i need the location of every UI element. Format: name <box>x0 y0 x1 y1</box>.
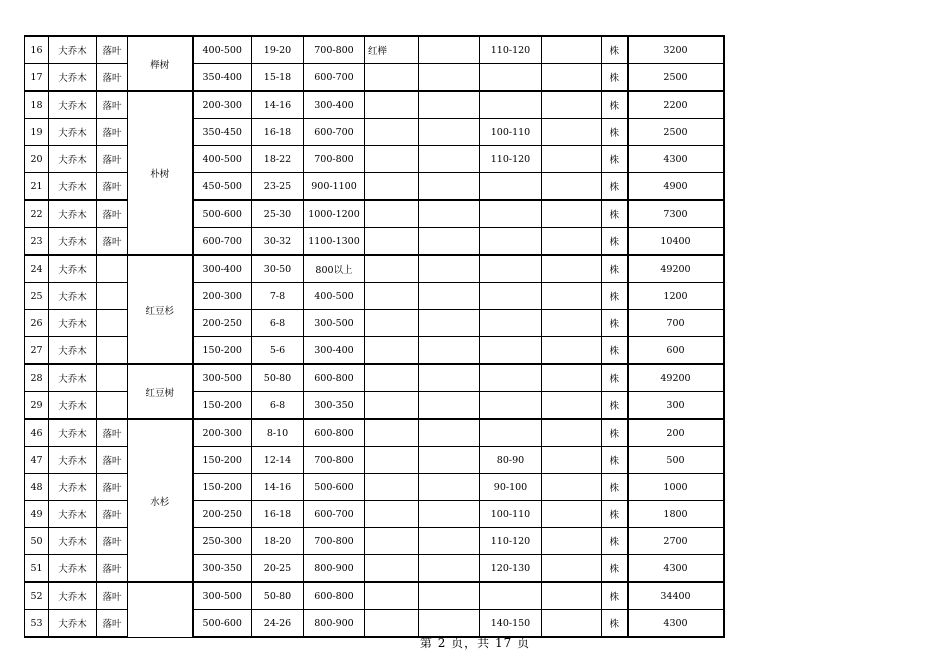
row-number-cell: 48 <box>25 474 49 501</box>
table-row <box>25 364 724 392</box>
unit-cell: 株 <box>602 337 628 365</box>
category-cell: 大乔木 <box>49 255 97 283</box>
row-number-cell: 16 <box>25 36 49 64</box>
price-cell: 300 <box>628 392 724 420</box>
category-cell: 大乔木 <box>49 146 97 173</box>
height-cell: 300-500 <box>193 364 252 392</box>
spec-cell <box>419 474 480 501</box>
table-row <box>25 255 724 283</box>
row-number-cell: 17 <box>25 64 49 92</box>
category-cell: 大乔木 <box>49 364 97 392</box>
row-number-cell: 24 <box>25 255 49 283</box>
spec-cell <box>542 255 602 283</box>
unit-cell: 株 <box>602 501 628 528</box>
price-cell: 4300 <box>628 610 724 638</box>
price-cell: 2500 <box>628 64 724 92</box>
leaf-type-cell: 落叶 <box>97 447 128 474</box>
dbh-cell: 14-16 <box>252 91 304 119</box>
spec-cell <box>419 555 480 583</box>
leaf-type-cell: 落叶 <box>97 173 128 201</box>
spec-cell <box>419 364 480 392</box>
dbh-cell: 20-25 <box>252 555 304 583</box>
note-cell <box>365 91 419 119</box>
dbh-cell: 12-14 <box>252 447 304 474</box>
height-cell: 500-600 <box>193 610 252 638</box>
leaf-type-cell: 落叶 <box>97 200 128 228</box>
crown-cell: 600-800 <box>304 364 365 392</box>
height-cell: 350-450 <box>193 119 252 146</box>
dbh-cell: 18-22 <box>252 146 304 173</box>
row-number-cell: 49 <box>25 501 49 528</box>
row-number-cell: 47 <box>25 447 49 474</box>
spec-cell <box>542 173 602 201</box>
unit-cell: 株 <box>602 255 628 283</box>
row-number-cell: 23 <box>25 228 49 256</box>
row-number-cell: 25 <box>25 283 49 310</box>
crown-cell: 700-800 <box>304 36 365 64</box>
price-cell: 2500 <box>628 119 724 146</box>
price-cell: 1200 <box>628 283 724 310</box>
price-cell: 3200 <box>628 36 724 64</box>
spec-cell <box>419 146 480 173</box>
dbh-cell: 50-80 <box>252 364 304 392</box>
dbh-cell: 50-80 <box>252 582 304 610</box>
dbh-cell: 18-20 <box>252 528 304 555</box>
spec-range-cell: 140-150 <box>480 610 542 638</box>
crown-cell: 600-800 <box>304 582 365 610</box>
spec-range-cell: 100-110 <box>480 119 542 146</box>
unit-cell: 株 <box>602 283 628 310</box>
spec-cell <box>542 392 602 420</box>
spec-range-cell: 120-130 <box>480 555 542 583</box>
height-cell: 300-350 <box>193 555 252 583</box>
crown-cell: 700-800 <box>304 528 365 555</box>
height-cell: 400-500 <box>193 36 252 64</box>
category-cell: 大乔木 <box>49 447 97 474</box>
height-cell: 150-200 <box>193 447 252 474</box>
category-cell: 大乔木 <box>49 310 97 337</box>
spec-cell <box>419 173 480 201</box>
crown-cell: 500-600 <box>304 474 365 501</box>
unit-cell: 株 <box>602 555 628 583</box>
spec-range-cell <box>480 337 542 365</box>
leaf-type-cell: 落叶 <box>97 555 128 583</box>
dbh-cell: 30-32 <box>252 228 304 256</box>
price-cell: 4900 <box>628 173 724 201</box>
spec-range-cell: 90-100 <box>480 474 542 501</box>
height-cell: 600-700 <box>193 228 252 256</box>
price-cell: 2200 <box>628 91 724 119</box>
category-cell: 大乔木 <box>49 283 97 310</box>
crown-cell: 600-700 <box>304 501 365 528</box>
category-cell: 大乔木 <box>49 119 97 146</box>
crown-cell: 700-800 <box>304 146 365 173</box>
category-cell: 大乔木 <box>49 36 97 64</box>
category-cell: 大乔木 <box>49 474 97 501</box>
dbh-cell: 23-25 <box>252 173 304 201</box>
crown-cell: 800以上 <box>304 255 365 283</box>
note-cell <box>365 501 419 528</box>
leaf-type-cell: 落叶 <box>97 146 128 173</box>
unit-cell: 株 <box>602 364 628 392</box>
row-number-cell: 20 <box>25 146 49 173</box>
crown-cell: 800-900 <box>304 610 365 638</box>
row-number-cell: 22 <box>25 200 49 228</box>
category-cell: 大乔木 <box>49 501 97 528</box>
spec-cell <box>419 582 480 610</box>
spec-cell <box>542 200 602 228</box>
category-cell: 大乔木 <box>49 610 97 638</box>
species-name-cell: 榉树 <box>128 36 193 91</box>
note-cell <box>365 364 419 392</box>
height-cell: 450-500 <box>193 173 252 201</box>
leaf-type-cell: 落叶 <box>97 501 128 528</box>
crown-cell: 1100-1300 <box>304 228 365 256</box>
note-cell <box>365 582 419 610</box>
price-cell: 200 <box>628 419 724 447</box>
spec-cell <box>542 364 602 392</box>
height-cell: 200-300 <box>193 283 252 310</box>
height-cell: 250-300 <box>193 528 252 555</box>
unit-cell: 株 <box>602 310 628 337</box>
spec-cell <box>542 64 602 92</box>
crown-cell: 300-400 <box>304 337 365 365</box>
price-cell: 1800 <box>628 501 724 528</box>
height-cell: 500-600 <box>193 200 252 228</box>
unit-cell: 株 <box>602 200 628 228</box>
dbh-cell: 16-18 <box>252 119 304 146</box>
spec-range-cell: 80-90 <box>480 447 542 474</box>
spec-cell <box>542 228 602 256</box>
note-cell <box>365 610 419 638</box>
spec-cell <box>419 419 480 447</box>
unit-cell: 株 <box>602 419 628 447</box>
price-cell: 7300 <box>628 200 724 228</box>
species-name-cell: 朴树 <box>128 91 193 255</box>
category-cell: 大乔木 <box>49 64 97 92</box>
category-cell: 大乔木 <box>49 419 97 447</box>
note-cell <box>365 392 419 420</box>
category-cell: 大乔木 <box>49 528 97 555</box>
leaf-type-cell: 落叶 <box>97 528 128 555</box>
leaf-type-cell: 落叶 <box>97 64 128 92</box>
row-number-cell: 27 <box>25 337 49 365</box>
table-row <box>25 419 724 447</box>
height-cell: 200-300 <box>193 419 252 447</box>
height-cell: 150-200 <box>193 474 252 501</box>
row-number-cell: 19 <box>25 119 49 146</box>
note-cell <box>365 146 419 173</box>
unit-cell: 株 <box>602 610 628 638</box>
price-cell: 49200 <box>628 364 724 392</box>
spec-cell <box>419 337 480 365</box>
height-cell: 150-200 <box>193 392 252 420</box>
note-cell <box>365 474 419 501</box>
crown-cell: 900-1100 <box>304 173 365 201</box>
note-cell <box>365 64 419 92</box>
spec-range-cell <box>480 283 542 310</box>
height-cell: 150-200 <box>193 337 252 365</box>
spec-range-cell <box>480 310 542 337</box>
dbh-cell: 25-30 <box>252 200 304 228</box>
crown-cell: 800-900 <box>304 555 365 583</box>
spec-cell <box>419 91 480 119</box>
height-cell: 400-500 <box>193 146 252 173</box>
category-cell: 大乔木 <box>49 173 97 201</box>
note-cell <box>365 555 419 583</box>
nursery-price-table <box>24 35 725 638</box>
crown-cell: 600-700 <box>304 64 365 92</box>
spec-range-cell: 100-110 <box>480 501 542 528</box>
crown-cell: 300-350 <box>304 392 365 420</box>
height-cell: 200-250 <box>193 310 252 337</box>
table-row <box>25 36 724 64</box>
unit-cell: 株 <box>602 119 628 146</box>
price-cell: 600 <box>628 337 724 365</box>
spec-range-cell <box>480 200 542 228</box>
spec-cell <box>542 474 602 501</box>
note-cell <box>365 173 419 201</box>
height-cell: 200-250 <box>193 501 252 528</box>
row-number-cell: 53 <box>25 610 49 638</box>
species-name-cell: 红豆杉 <box>128 255 193 364</box>
note-cell <box>365 255 419 283</box>
crown-cell: 300-400 <box>304 91 365 119</box>
dbh-cell: 8-10 <box>252 419 304 447</box>
dbh-cell: 15-18 <box>252 64 304 92</box>
unit-cell: 株 <box>602 173 628 201</box>
spec-range-cell <box>480 173 542 201</box>
unit-cell: 株 <box>602 36 628 64</box>
dbh-cell: 5-6 <box>252 337 304 365</box>
dbh-cell: 19-20 <box>252 36 304 64</box>
category-cell: 大乔木 <box>49 582 97 610</box>
spec-cell <box>419 36 480 64</box>
spec-cell <box>542 582 602 610</box>
crown-cell: 600-800 <box>304 419 365 447</box>
price-cell: 10400 <box>628 228 724 256</box>
note-cell <box>365 419 419 447</box>
unit-cell: 株 <box>602 528 628 555</box>
leaf-type-cell <box>97 392 128 420</box>
leaf-type-cell: 落叶 <box>97 610 128 638</box>
page-number-footer: 第 2 页，共 17 页 <box>419 636 531 650</box>
spec-cell <box>542 555 602 583</box>
spec-cell <box>419 200 480 228</box>
spec-cell <box>419 119 480 146</box>
spec-cell <box>419 228 480 256</box>
unit-cell: 株 <box>602 392 628 420</box>
spec-cell <box>542 528 602 555</box>
dbh-cell: 24-26 <box>252 610 304 638</box>
leaf-type-cell <box>97 310 128 337</box>
spec-range-cell <box>480 392 542 420</box>
row-number-cell: 18 <box>25 91 49 119</box>
height-cell: 300-400 <box>193 255 252 283</box>
dbh-cell: 16-18 <box>252 501 304 528</box>
note-cell <box>365 228 419 256</box>
spec-range-cell: 110-120 <box>480 528 542 555</box>
spec-cell <box>542 419 602 447</box>
category-cell: 大乔木 <box>49 337 97 365</box>
price-cell: 34400 <box>628 582 724 610</box>
row-number-cell: 50 <box>25 528 49 555</box>
category-cell: 大乔木 <box>49 200 97 228</box>
spec-cell <box>542 310 602 337</box>
unit-cell: 株 <box>602 91 628 119</box>
spec-range-cell <box>480 91 542 119</box>
leaf-type-cell <box>97 255 128 283</box>
height-cell: 200-300 <box>193 91 252 119</box>
spec-cell <box>542 36 602 64</box>
spec-cell <box>419 447 480 474</box>
unit-cell: 株 <box>602 64 628 92</box>
note-cell <box>365 528 419 555</box>
spec-range-cell <box>480 64 542 92</box>
spec-cell <box>419 64 480 92</box>
spec-cell <box>542 501 602 528</box>
table-body <box>25 36 724 637</box>
crown-cell: 1000-1200 <box>304 200 365 228</box>
height-cell: 300-500 <box>193 582 252 610</box>
leaf-type-cell: 落叶 <box>97 582 128 610</box>
category-cell: 大乔木 <box>49 228 97 256</box>
leaf-type-cell <box>97 283 128 310</box>
note-cell: 红榉 <box>365 36 419 64</box>
species-name-cell: 红豆树 <box>128 364 193 419</box>
note-cell <box>365 337 419 365</box>
spec-cell <box>542 337 602 365</box>
spec-cell <box>542 146 602 173</box>
unit-cell: 株 <box>602 228 628 256</box>
table-row <box>25 582 724 610</box>
leaf-type-cell: 落叶 <box>97 91 128 119</box>
price-cell: 4300 <box>628 555 724 583</box>
crown-cell: 300-500 <box>304 310 365 337</box>
dbh-cell: 6-8 <box>252 310 304 337</box>
spec-range-cell <box>480 255 542 283</box>
category-cell: 大乔木 <box>49 555 97 583</box>
dbh-cell: 7-8 <box>252 283 304 310</box>
note-cell <box>365 200 419 228</box>
spec-range-cell <box>480 419 542 447</box>
leaf-type-cell: 落叶 <box>97 419 128 447</box>
leaf-type-cell <box>97 364 128 392</box>
spec-cell <box>419 501 480 528</box>
spec-cell <box>419 528 480 555</box>
crown-cell: 700-800 <box>304 447 365 474</box>
spec-cell <box>419 255 480 283</box>
spec-cell <box>419 610 480 638</box>
spec-range-cell: 110-120 <box>480 146 542 173</box>
dbh-cell: 14-16 <box>252 474 304 501</box>
leaf-type-cell: 落叶 <box>97 36 128 64</box>
unit-cell: 株 <box>602 146 628 173</box>
price-cell: 700 <box>628 310 724 337</box>
row-number-cell: 52 <box>25 582 49 610</box>
crown-cell: 400-500 <box>304 283 365 310</box>
row-number-cell: 28 <box>25 364 49 392</box>
spec-cell <box>542 91 602 119</box>
height-cell: 350-400 <box>193 64 252 92</box>
spec-cell <box>542 610 602 638</box>
spec-range-cell: 110-120 <box>480 36 542 64</box>
price-cell: 1000 <box>628 474 724 501</box>
category-cell: 大乔木 <box>49 392 97 420</box>
leaf-type-cell: 落叶 <box>97 228 128 256</box>
note-cell <box>365 283 419 310</box>
leaf-type-cell <box>97 337 128 365</box>
price-cell: 49200 <box>628 255 724 283</box>
unit-cell: 株 <box>602 582 628 610</box>
leaf-type-cell: 落叶 <box>97 119 128 146</box>
crown-cell: 600-700 <box>304 119 365 146</box>
category-cell: 大乔木 <box>49 91 97 119</box>
note-cell <box>365 119 419 146</box>
leaf-type-cell: 落叶 <box>97 474 128 501</box>
spec-cell <box>542 447 602 474</box>
row-number-cell: 21 <box>25 173 49 201</box>
note-cell <box>365 310 419 337</box>
spec-range-cell <box>480 364 542 392</box>
spec-cell <box>542 283 602 310</box>
price-cell: 4300 <box>628 146 724 173</box>
row-number-cell: 51 <box>25 555 49 583</box>
spec-cell <box>542 119 602 146</box>
table-row <box>25 91 724 119</box>
spec-range-cell <box>480 228 542 256</box>
spec-cell <box>419 283 480 310</box>
dbh-cell: 30-50 <box>252 255 304 283</box>
spec-cell <box>419 392 480 420</box>
unit-cell: 株 <box>602 474 628 501</box>
species-name-cell <box>128 582 193 637</box>
species-name-cell: 水杉 <box>128 419 193 582</box>
spec-range-cell <box>480 582 542 610</box>
row-number-cell: 26 <box>25 310 49 337</box>
price-cell: 2700 <box>628 528 724 555</box>
unit-cell: 株 <box>602 447 628 474</box>
spec-cell <box>419 310 480 337</box>
dbh-cell: 6-8 <box>252 392 304 420</box>
row-number-cell: 46 <box>25 419 49 447</box>
note-cell <box>365 447 419 474</box>
price-cell: 500 <box>628 447 724 474</box>
row-number-cell: 29 <box>25 392 49 420</box>
